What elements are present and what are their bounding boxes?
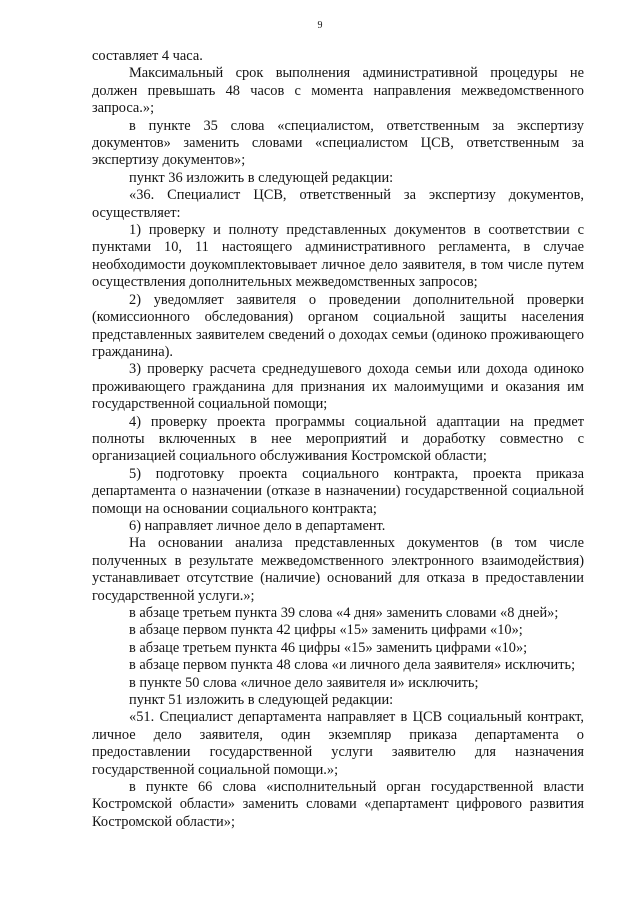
paragraph-9: 4) проверку проекта программы социальной адаптации на предмет полноты включенных в нее мероприятий и доработку совместно с организацией социального обслуживания Костромской области; <box>92 413 584 465</box>
paragraph-1: составляет 4 часа. <box>92 48 203 64</box>
paragraph-17: в пункте 50 слова «личное дело заявителя и» исключить; <box>129 674 479 691</box>
page-number: 9 <box>317 20 323 31</box>
paragraph-19: «51. Специалист департамента направляет в ЦСВ социальный контракт, личное дело заявителя, один экземпляр приказа департамента о предоставлении государственной услуги заявителю для назначения государственной социальной помощи.»; <box>92 709 584 778</box>
paragraph-8: 3) проверку расчета среднедушевого дохода семьи или дохода одиноко проживающего гражданина для признания их малоимущими и оказания им государственной социальной помощи; <box>92 361 584 413</box>
paragraph-13: в абзаце третьем пункта 39 слова «4 дня» заменить словами «8 дней»; <box>129 605 559 621</box>
document-body <box>92 48 584 831</box>
paragraph-16: в абзаце первом пункта 48 слова «и личного дела заявителя» исключить; <box>129 657 576 674</box>
paragraph-7: 2) уведомляет заявителя о проведении дополнительной проверки (комиссионного обследования) органом социальной защиты населения представленных заявителем сведений о доходах семьи (одиноко проживающего гражданина). <box>92 291 584 360</box>
paragraph-3: в пункте 35 слова «специалистом, ответственным за экспертизу документов» заменить словами «специалистом ЦСВ, ответственным за экспертизу документов»; <box>92 117 584 169</box>
paragraph-5: «36. Специалист ЦСВ, ответственный за экспертизу документов, осуществляет: <box>92 187 584 221</box>
paragraph-2: Максимальный срок выполнения административной процедуры не должен превышать 48 часов с момента направления межведомственного запроса.»; <box>92 65 584 117</box>
paragraph-4: пункт 36 изложить в следующей редакции: <box>129 169 394 186</box>
paragraph-15: в абзаце третьем пункта 46 цифры «15» заменить цифрами «10»; <box>129 639 528 656</box>
paragraph-11: 6) направляет личное дело в департамент. <box>129 517 386 534</box>
paragraph-18: пункт 51 изложить в следующей редакции: <box>129 692 394 709</box>
paragraph-12: На основании анализа представленных документов (в том числе полученных в результате межведомственного электронного взаимодействия) устанавливает отсутствие (наличие) оснований для отказа в предоставлении государственной услуги.»; <box>92 535 584 604</box>
paragraph-20: в пункте 66 слова «исполнительный орган государственной власти Костромской области» заменить словами «департамент цифрового развития Костромской области»; <box>92 779 584 830</box>
paragraph-14: в абзаце первом пункта 42 цифры «15» заменить цифрами «10»; <box>129 622 523 639</box>
paragraph-10: 5) подготовку проекта социального контракта, проекта приказа департамента о назначении (отказе в назначении) государственной социальной помощи на основании социального контракта; <box>92 465 584 517</box>
paragraph-6: 1) проверку и полноту представленных документов в соответствии с пунктами 10, 11 настоящего административного регламента, в случае необходимости доукомплектовывает личное дело заявителя, в том числе путем осуществления дополнительных межведомственных запросов; <box>92 222 584 291</box>
